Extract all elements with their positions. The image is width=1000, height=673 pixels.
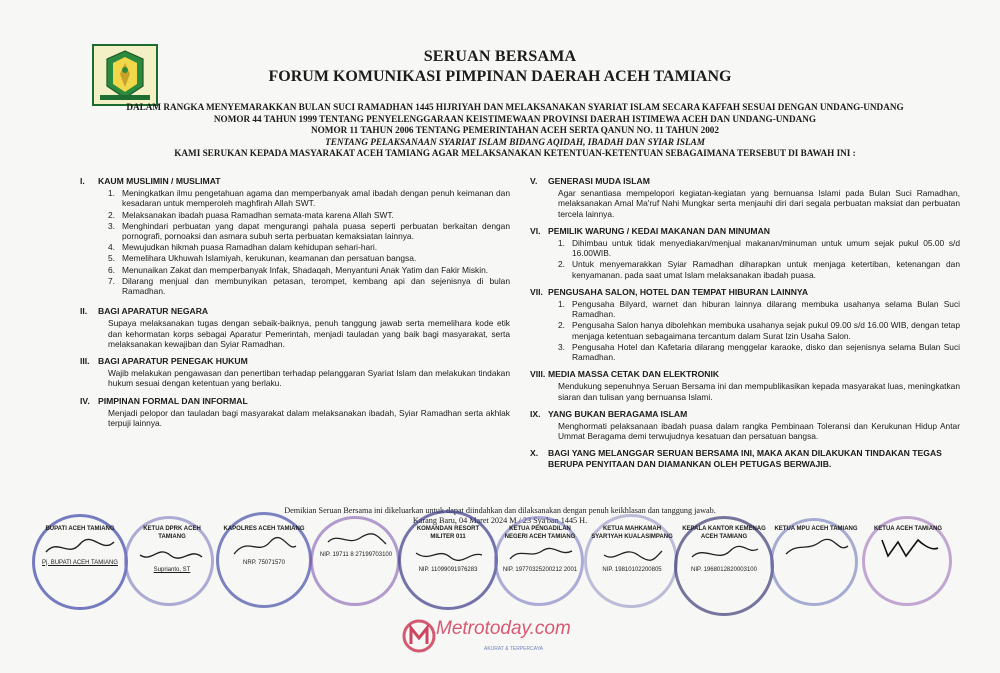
list-item: 2. Melaksanakan ibadah puasa Ramadhan semata-mata karena Allah SWT. bbox=[108, 209, 394, 220]
signatory-nip: NIP. 19770325200212 2001 bbox=[502, 567, 578, 573]
list-item: 5. Memelihara Ukhuwah Islamiyah, kerukunan, keamanan dan persatuan bangsa. bbox=[108, 253, 417, 264]
signatory-title: KEPALA KANTOR KEMENAG ACEH TAMIANG bbox=[682, 526, 766, 540]
item-text: Untuk menyemarakkan Syiar Ramadhan diharapkan untuk menjaga ketertiban, ketenangan dan kenyamanan. pada saat umat Islam melaksanakan ibadah puasa. bbox=[572, 259, 960, 280]
preamble-line: TENTANG PELAKSANAAN SYARIAT ISLAM BIDANG AQIDAH, IBADAH DAN SYIAR ISLAM bbox=[325, 136, 705, 147]
signatory-title: KAPOLRES ACEH TAMIANG bbox=[223, 526, 305, 532]
left-column bbox=[70, 176, 510, 435]
signatory-title: KETUA PENGADILAN NEGERI ACEH TAMIANG bbox=[504, 526, 576, 540]
section-heading: KAUM MUSLIMIN / MUSLIMAT bbox=[98, 176, 221, 186]
section-number: I. bbox=[80, 176, 85, 186]
item-text: Menghindari perbuatan yang dapat mengurangi pahala puasa seperti perbuatan berkaitan dengan pornografi, pornoaksi dan asmara subuh serta perbuatan kemaksiatan lainnya. bbox=[122, 220, 510, 242]
section-number: V. bbox=[530, 176, 538, 186]
preamble bbox=[80, 102, 950, 160]
section-body: Wajib melakukan pengawasan dan penertiban terhadap pelanggaran Syariat Islam dan melakukan tindakan hukum sesuai dengan ketentuan yang berlaku. bbox=[108, 368, 510, 389]
section-body: Menjadi pelopor dan tauladan bagi masyarakat dalam melaksanakan ibadah, Syiar Ramadhan serta akhlak terpuji lainnya. bbox=[108, 407, 510, 429]
item-text: Pengusaha Bilyard, warnet dan hiburan lainnya dilarang membuka usahanya selama Bulan Suci Ramadhan. bbox=[572, 299, 960, 320]
signature-mark-icon bbox=[498, 541, 582, 567]
signature-block bbox=[774, 526, 858, 560]
section-heading: BAGI APARATUR PENEGAK HUKUM bbox=[98, 356, 248, 367]
signature-mark-icon bbox=[38, 534, 122, 560]
section-heading: PEMILIK WARUNG / KEDAI MAKANAN DAN MINUMAN bbox=[548, 225, 770, 236]
signatory-title: KETUA MAHKAMAH SYAR'IYAH KUALASIMPANG bbox=[591, 526, 673, 540]
item-text: Mewujudkan hikmah puasa Ramadhan dalam kehidupan sehari-hari. bbox=[122, 242, 378, 253]
signature-mark-icon bbox=[222, 534, 306, 560]
section-body: Agar senantiasa mempelopori kegiatan-kegiatan yang bernuansa Islami pada Bulan Suci Ramadhan, melaksanakan Amal Ma'ruf Nahi Mungkar serta menjauhi diri dari segala perbuatan maksiat dan perbuatan tercela lainnya. bbox=[558, 188, 960, 219]
section-aparatur bbox=[70, 306, 510, 349]
signatory-title: KETUA ACEH TAMIANG bbox=[873, 526, 943, 532]
section-non-muslim bbox=[520, 409, 960, 442]
list-item: 3. Menghindari perbuatan yang dapat mengurangi pahala puasa seperti perbuatan berkaitan dengan pornografi, pornoaksi dan asmara subuh serta perbuatan kemaksiatan lainnya. bbox=[108, 220, 510, 242]
section-number: VII. bbox=[530, 286, 543, 297]
signatory-name: Suprianto, ST bbox=[153, 567, 191, 573]
section-generasi-muda bbox=[520, 176, 960, 219]
signatory-nip: NIP. 19711 8 27199703100 bbox=[319, 552, 393, 558]
preamble-line: NOMOR 44 TAHUN 1999 TENTANG PENYELENGGARAAN KEISTIMEWAAN PROVINSI DAERAH ISTIMEWA ACEH DAN UNDANG-UNDANG bbox=[213, 113, 817, 124]
item-list bbox=[70, 188, 510, 296]
item-text: Menunaikan Zakat dan memperbanyak Infak, Shadaqah, Menyantuni Anak Yatim dan Fakir Miskin. bbox=[122, 264, 489, 275]
place-date: Karang Baru, 04 Maret 2024 M / 23 Sya'ban 1445 H. bbox=[412, 516, 588, 525]
preamble-line: DALAM RANGKA MENYEMARAKKAN BULAN SUCI RAMADHAN 1445 HIJRIYAH DAN MELAKSANAKAN SYARIAT ISLAM SECARA KAFFAH SESUAI DENGAN UNDANG-UNDANG bbox=[126, 102, 904, 112]
section-heading: GENERASI MUDA ISLAM bbox=[548, 176, 650, 186]
section-number: IV. bbox=[80, 395, 90, 406]
section-heading: BAGI APARATUR NEGARA bbox=[98, 306, 209, 317]
item-text: Melaksanakan ibadah puasa Ramadhan semata-mata karena Allah SWT. bbox=[122, 209, 394, 220]
signature-mark-icon bbox=[130, 541, 214, 567]
list-item: 3. Pengusaha Hotel dan Kafetaria dilarang menggelar karaoke, disko dan sejenisnya selama Bulan Suci Ramadhan. bbox=[558, 341, 960, 363]
signature-mark-icon bbox=[314, 526, 398, 552]
section-heading: PIMPINAN FORMAL DAN INFORMAL bbox=[98, 395, 248, 406]
signature-mark-icon bbox=[590, 541, 674, 567]
signature-mark-icon bbox=[406, 541, 490, 567]
watermark-tagline: AKURAT & TERPERCAYA bbox=[484, 646, 543, 652]
signatory-title: KOMANDAN RESORT MILITER 011 bbox=[416, 526, 480, 540]
item-text: Memelihara Ukhuwah Islamiyah, kerukunan, keamanan dan persatuan bangsa. bbox=[122, 253, 417, 264]
preamble-line: KAMI SERUKAN KEPADA MASYARAKAT ACEH TAMIANG AGAR MELAKSANAKAN KETENTUAN-KETENTUAN SEBAGAIMANA TERSEBUT DI BAWAH INI : bbox=[174, 148, 856, 159]
section-number: VIII. bbox=[530, 369, 546, 380]
section-sanksi bbox=[520, 448, 960, 468]
item-text: Meningkatkan ilmu pengetahuan agama dan memperbanyak amal ibadah dengan penuh keimanan dan kesadaran untuk memperoleh maghfirah Allah SWT. bbox=[122, 188, 510, 209]
item-text: Pengusaha Salon hanya dibolehkan membuka usahanya sejak pukul 09.00 s/d 16.00 WIB, dengan tetap menjaga ketentuan sebagaimana tercantum dalam Surat Izin Usaha Salon. bbox=[572, 320, 960, 341]
section-heading: MEDIA MASSA CETAK DAN ELEKTRONIK bbox=[548, 369, 720, 380]
section-body: Mendukung sepenuhnya Seruan Bersama ini dan mempublikasikan kepada masyarakat luas, meningkatkan siaran dan tulisan yang bernuansa Islami. bbox=[558, 381, 960, 402]
signature-mark-icon bbox=[682, 541, 766, 567]
signature-block bbox=[498, 526, 582, 575]
section-heading: BAGI YANG MELANGGAR SERUAN BERSAMA INI, MAKA AKAN DILAKUKAN TINDAKAN TEGAS BERUPA PENYITAAN DAN DIAMANKAN OLEH PETUGAS BERWAJIB. bbox=[548, 448, 942, 469]
signature-block bbox=[314, 526, 398, 560]
section-warung bbox=[520, 226, 960, 280]
section-heading: YANG BUKAN BERAGAMA ISLAM bbox=[548, 408, 688, 419]
section-body: Supaya melaksanakan tugas dengan sebaik-baiknya, penuh tanggung jawab serta memelihara kode etik dan kehormatan korps sebagai Aparatur Pemerintah, menjadi tauladan yang baik bagi masyarakat, serta melaksanakan kewajiban dan Syiar Ramadhan. bbox=[108, 318, 510, 349]
signature-block bbox=[406, 526, 490, 575]
list-item: 7. Dilarang menjual dan membunyikan petasan, terompet, kembang api dan sejenisnya di bulan Ramadhan. bbox=[108, 275, 510, 297]
closing-text: Demikian Seruan Bersama ini dikeluarkan untuk dapat diindahkan dan dilaksanakan dengan penuh keikhlasan dan tanggung jawab. bbox=[284, 506, 716, 515]
section-number: X. bbox=[530, 448, 539, 459]
signatory-nip: NIP. 19810102200805 bbox=[602, 567, 662, 573]
section-salon-hotel bbox=[520, 287, 960, 362]
signature-block bbox=[682, 526, 766, 575]
document-subtitle: FORUM KOMUNIKASI PIMPINAN DAERAH ACEH TAMIANG bbox=[268, 68, 732, 85]
site-watermark bbox=[402, 612, 622, 662]
section-number: VI. bbox=[530, 225, 541, 236]
section-heading: PENGUSAHA SALON, HOTEL DAN TEMPAT HIBURAN LAINNYA bbox=[548, 286, 809, 297]
item-list bbox=[520, 299, 960, 362]
signature-block bbox=[38, 526, 122, 567]
signature-block bbox=[590, 526, 674, 575]
section-pimpinan bbox=[70, 396, 510, 429]
watermark-site: Metrotoday.com bbox=[436, 618, 571, 639]
list-item: 1. Pengusaha Bilyard, warnet dan hiburan lainnya dilarang membuka usahanya selama Bulan Suci Ramadhan. bbox=[558, 299, 960, 320]
list-item: 6. Menunaikan Zakat dan memperbanyak Infak, Shadaqah, Menyantuni Anak Yatim dan Fakir Miskin. bbox=[108, 264, 489, 275]
item-list bbox=[520, 238, 960, 280]
section-media-massa bbox=[520, 369, 960, 402]
section-number: III. bbox=[80, 356, 90, 367]
signature-block bbox=[130, 526, 214, 575]
signature-block bbox=[866, 526, 950, 560]
preamble-line: NOMOR 11 TAHUN 2006 TENTANG PEMERINTAHAN ACEH SERTA QANUN NO. 11 TAHUN 2002 bbox=[311, 125, 719, 136]
signatory-title: KETUA MPU ACEH TAMIANG bbox=[774, 526, 858, 532]
section-number: II. bbox=[80, 306, 88, 317]
metrotoday-logo-icon bbox=[402, 616, 436, 656]
signatory-nip: NIP. 11099091976283 bbox=[418, 567, 478, 573]
list-item: 1. Dihimbau untuk tidak menyediakan/menjual makanan/minuman untuk umum sejak pukul 05.00 s/d 16.00WIB. bbox=[558, 238, 960, 259]
signature-mark-icon bbox=[866, 534, 950, 560]
section-number: IX. bbox=[530, 408, 541, 419]
section-penegak-hukum bbox=[70, 356, 510, 389]
item-text: Dilarang menjual dan membunyikan petasan, terompet, kembang api dan sejenisnya di bulan Ramadhan. bbox=[122, 275, 510, 297]
signature-mark-icon bbox=[774, 534, 858, 560]
section-muslim bbox=[70, 176, 510, 296]
list-item: 2. Untuk menyemarakkan Syiar Ramadhan diharapkan untuk menjaga ketertiban, ketenangan dan kenyamanan. pada saat umat Islam melaksanakan ibadah puasa. bbox=[558, 259, 960, 280]
signatory-nip: NIP. 1968012820003100 bbox=[691, 567, 757, 573]
signatory-nip: NRP. 75071570 bbox=[243, 559, 285, 566]
signatory-name: Pj. BUPATI ACEH TAMIANG bbox=[42, 559, 118, 566]
item-text: Dihimbau untuk tidak menyediakan/menjual makanan/minuman untuk umum sejak pukul 05.00 s/d 16.00WIB. bbox=[572, 238, 960, 259]
document-title: SERUAN BERSAMA bbox=[423, 48, 577, 65]
right-column bbox=[520, 176, 960, 476]
signature-block bbox=[222, 526, 306, 567]
list-item: 4. Mewujudkan hikmah puasa Ramadhan dalam kehidupan sehari-hari. bbox=[108, 242, 378, 253]
item-text: Pengusaha Hotel dan Kafetaria dilarang menggelar karaoke, disko dan sejenisnya selama Bulan Suci Ramadhan. bbox=[572, 341, 960, 363]
list-item: 2. Pengusaha Salon hanya dibolehkan membuka usahanya sejak pukul 09.00 s/d 16.00 WIB, dengan tetap menjaga ketentuan sebagaimana tercantum dalam Surat Izin Usaha Salon. bbox=[558, 320, 960, 341]
section-body: Menghormati pelaksanaan ibadah puasa dalam rangka Pembinaan Toleransi dan Kerukunan Hidup Antar Ummat Beragama demi terwujudnya kesatuan dan persatuan bangsa. bbox=[558, 421, 960, 442]
signatory-title: KETUA DPRK ACEH TAMIANG bbox=[143, 526, 201, 540]
list-item: 1. Meningkatkan ilmu pengetahuan agama dan memperbanyak amal ibadah dengan penuh keimanan dan kesadaran untuk memperoleh maghfirah Allah SWT. bbox=[108, 188, 510, 209]
signatory-title: BUPATI ACEH TAMIANG bbox=[45, 526, 115, 532]
